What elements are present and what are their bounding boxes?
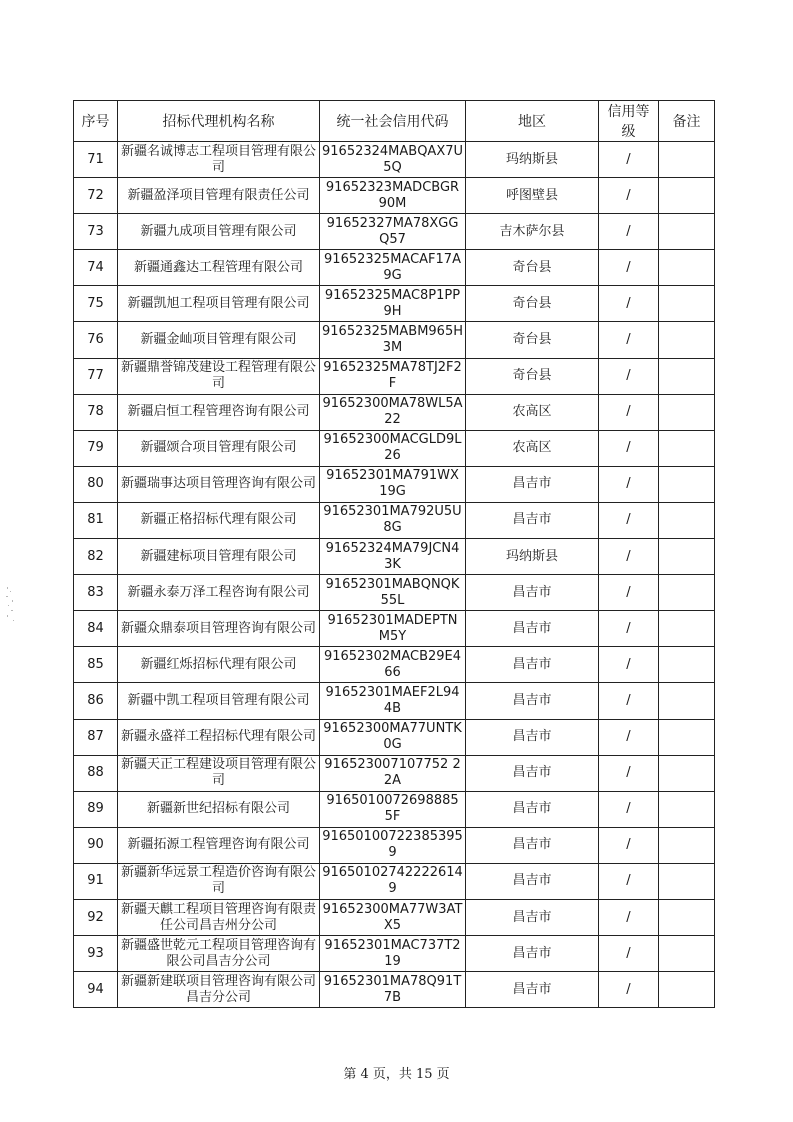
row-agency-name: 新疆众鼎泰项目管理咨询有限公司 bbox=[118, 611, 320, 647]
row-remark bbox=[659, 430, 715, 466]
row-region: 昌吉市 bbox=[466, 502, 599, 538]
row-seq: 78 bbox=[74, 394, 118, 430]
row-agency-name: 新疆金屾项目管理有限公司 bbox=[118, 322, 320, 358]
row-seq: 71 bbox=[74, 142, 118, 178]
row-region: 昌吉市 bbox=[466, 791, 599, 827]
row-credit-grade: / bbox=[599, 936, 659, 972]
table-body bbox=[74, 142, 715, 1008]
row-seq: 76 bbox=[74, 322, 118, 358]
table-row bbox=[74, 647, 715, 683]
row-credit-code: 91652325MA78TJ2F2F bbox=[320, 358, 466, 394]
row-credit-code: 91652302MACB29E466 bbox=[320, 647, 466, 683]
table-row bbox=[74, 719, 715, 755]
row-agency-name: 新疆凯旭工程项目管理有限公司 bbox=[118, 286, 320, 322]
row-credit-code: 91652301MADEPTNM5Y bbox=[320, 611, 466, 647]
row-region: 昌吉市 bbox=[466, 863, 599, 899]
row-region: 昌吉市 bbox=[466, 466, 599, 502]
row-remark bbox=[659, 683, 715, 719]
row-agency-name: 新疆永盛祥工程招标代理有限公司 bbox=[118, 719, 320, 755]
table-row bbox=[74, 899, 715, 935]
row-remark bbox=[659, 936, 715, 972]
row-remark bbox=[659, 791, 715, 827]
table-row bbox=[74, 250, 715, 286]
table-row bbox=[74, 539, 715, 575]
row-credit-code: 91652324MA79JCN43K bbox=[320, 539, 466, 575]
row-credit-grade: / bbox=[599, 575, 659, 611]
row-region: 奇台县 bbox=[466, 250, 599, 286]
row-credit-code: 91652325MAC8P1PP9H bbox=[320, 286, 466, 322]
row-region: 吉木萨尔县 bbox=[466, 214, 599, 250]
table-row bbox=[74, 322, 715, 358]
row-credit-code: 91652323MADCBGR90M bbox=[320, 178, 466, 214]
row-credit-grade: / bbox=[599, 502, 659, 538]
table-row bbox=[74, 358, 715, 394]
row-seq: 72 bbox=[74, 178, 118, 214]
row-agency-name: 新疆盛世乾元工程项目管理咨询有限公司昌吉分公司 bbox=[118, 936, 320, 972]
row-seq: 91 bbox=[74, 863, 118, 899]
row-region: 昌吉市 bbox=[466, 936, 599, 972]
row-credit-grade: / bbox=[599, 250, 659, 286]
row-agency-name: 新疆新建联项目管理咨询有限公司昌吉分公司 bbox=[118, 972, 320, 1008]
row-seq: 93 bbox=[74, 936, 118, 972]
row-credit-code: 9165010072698885 5F bbox=[320, 791, 466, 827]
row-seq: 82 bbox=[74, 539, 118, 575]
row-region: 昌吉市 bbox=[466, 972, 599, 1008]
table-row bbox=[74, 214, 715, 250]
header-credit-grade: 信用等级 bbox=[599, 101, 659, 142]
row-credit-grade: / bbox=[599, 683, 659, 719]
row-credit-code: 91652324MABQAX7U5Q bbox=[320, 142, 466, 178]
header-seq: 序号 bbox=[74, 101, 118, 142]
row-credit-code: 91652327MA78XGGQ57 bbox=[320, 214, 466, 250]
row-seq: 87 bbox=[74, 719, 118, 755]
row-credit-grade: / bbox=[599, 827, 659, 863]
row-seq: 80 bbox=[74, 466, 118, 502]
row-agency-name: 新疆中凯工程项目管理有限公司 bbox=[118, 683, 320, 719]
header-region: 地区 bbox=[466, 101, 599, 142]
row-remark bbox=[659, 250, 715, 286]
row-remark bbox=[659, 827, 715, 863]
row-region: 玛纳斯县 bbox=[466, 142, 599, 178]
row-agency-name: 新疆名诚博志工程项目管理有限公司 bbox=[118, 142, 320, 178]
table-row bbox=[74, 611, 715, 647]
row-credit-grade: / bbox=[599, 863, 659, 899]
row-credit-grade: / bbox=[599, 214, 659, 250]
row-credit-grade: / bbox=[599, 358, 659, 394]
row-region: 昌吉市 bbox=[466, 755, 599, 791]
row-region: 奇台县 bbox=[466, 358, 599, 394]
row-region: 昌吉市 bbox=[466, 647, 599, 683]
row-region: 昌吉市 bbox=[466, 683, 599, 719]
row-remark bbox=[659, 647, 715, 683]
row-credit-code: 916523007107752 22A bbox=[320, 755, 466, 791]
row-region: 玛纳斯县 bbox=[466, 539, 599, 575]
row-remark bbox=[659, 972, 715, 1008]
row-remark bbox=[659, 575, 715, 611]
row-credit-grade: / bbox=[599, 286, 659, 322]
header-row bbox=[74, 101, 715, 142]
row-seq: 88 bbox=[74, 755, 118, 791]
row-credit-grade: / bbox=[599, 719, 659, 755]
row-credit-grade: / bbox=[599, 791, 659, 827]
page-number: 第 4 页，共 15 页 bbox=[343, 1067, 450, 1082]
row-region: 昌吉市 bbox=[466, 899, 599, 935]
row-agency-name: 新疆新世纪招标有限公司 bbox=[118, 791, 320, 827]
row-region: 昌吉市 bbox=[466, 719, 599, 755]
row-credit-grade: / bbox=[599, 539, 659, 575]
table-row bbox=[74, 430, 715, 466]
row-credit-code: 91652300MA77UNTK0G bbox=[320, 719, 466, 755]
row-remark bbox=[659, 611, 715, 647]
row-remark bbox=[659, 214, 715, 250]
row-agency-name: 新疆正格招标代理有限公司 bbox=[118, 502, 320, 538]
row-credit-grade: / bbox=[599, 430, 659, 466]
row-seq: 79 bbox=[74, 430, 118, 466]
row-agency-name: 新疆鼎誉锦茂建设工程管理有限公司 bbox=[118, 358, 320, 394]
row-credit-grade: / bbox=[599, 755, 659, 791]
row-remark bbox=[659, 394, 715, 430]
table-row bbox=[74, 827, 715, 863]
row-agency-name: 新疆天正工程建设项目管理有限公司 bbox=[118, 755, 320, 791]
row-seq: 74 bbox=[74, 250, 118, 286]
table-row bbox=[74, 936, 715, 972]
table-row bbox=[74, 683, 715, 719]
row-remark bbox=[659, 539, 715, 575]
row-remark bbox=[659, 322, 715, 358]
row-credit-code: 91652301MA792U5U8G bbox=[320, 502, 466, 538]
row-region: 昌吉市 bbox=[466, 827, 599, 863]
row-remark bbox=[659, 863, 715, 899]
row-seq: 94 bbox=[74, 972, 118, 1008]
row-seq: 85 bbox=[74, 647, 118, 683]
row-region: 奇台县 bbox=[466, 286, 599, 322]
row-region: 昌吉市 bbox=[466, 611, 599, 647]
row-agency-name: 新疆通鑫达工程管理有限公司 bbox=[118, 250, 320, 286]
row-credit-code: 91652301MAC737T219 bbox=[320, 936, 466, 972]
row-remark bbox=[659, 178, 715, 214]
table-row bbox=[74, 286, 715, 322]
row-credit-grade: / bbox=[599, 647, 659, 683]
row-agency-name: 新疆建标项目管理有限公司 bbox=[118, 539, 320, 575]
row-agency-name: 新疆启恒工程管理咨询有限公司 bbox=[118, 394, 320, 430]
row-remark bbox=[659, 466, 715, 502]
scan-artifact bbox=[4, 585, 18, 625]
row-credit-code: 91652301MABQNQK55L bbox=[320, 575, 466, 611]
row-seq: 75 bbox=[74, 286, 118, 322]
row-credit-code: 91652300MA78WL5A22 bbox=[320, 394, 466, 430]
agency-registry-table bbox=[73, 100, 715, 1008]
row-credit-code: 91652325MABM965H3M bbox=[320, 322, 466, 358]
row-credit-code: 91652325MACAF17A9G bbox=[320, 250, 466, 286]
table-row bbox=[74, 394, 715, 430]
row-credit-grade: / bbox=[599, 178, 659, 214]
row-credit-code: 91652301MA78Q91T7B bbox=[320, 972, 466, 1008]
row-agency-name: 新疆红烁招标代理有限公司 bbox=[118, 647, 320, 683]
row-remark bbox=[659, 142, 715, 178]
row-credit-code: 91652301MAEF2L944B bbox=[320, 683, 466, 719]
header-credit-code: 统一社会信用代码 bbox=[320, 101, 466, 142]
table-row bbox=[74, 466, 715, 502]
row-agency-name: 新疆瑞事达项目管理咨询有限公司 bbox=[118, 466, 320, 502]
header-agency-name: 招标代理机构名称 bbox=[118, 101, 320, 142]
row-seq: 84 bbox=[74, 611, 118, 647]
row-agency-name: 新疆天麒工程项目管理咨询有限责任公司昌吉州分公司 bbox=[118, 899, 320, 935]
table-row bbox=[74, 178, 715, 214]
row-credit-code: 91652300MA77W3ATX5 bbox=[320, 899, 466, 935]
row-region: 呼图壁县 bbox=[466, 178, 599, 214]
row-region: 农高区 bbox=[466, 394, 599, 430]
row-seq: 92 bbox=[74, 899, 118, 935]
table-row bbox=[74, 502, 715, 538]
row-credit-grade: / bbox=[599, 142, 659, 178]
row-seq: 90 bbox=[74, 827, 118, 863]
row-seq: 83 bbox=[74, 575, 118, 611]
row-remark bbox=[659, 358, 715, 394]
table-header bbox=[74, 101, 715, 142]
row-agency-name: 新疆永泰万泽工程咨询有限公司 bbox=[118, 575, 320, 611]
row-seq: 77 bbox=[74, 358, 118, 394]
row-credit-grade: / bbox=[599, 394, 659, 430]
row-credit-grade: / bbox=[599, 466, 659, 502]
row-agency-name: 新疆颂合项目管理有限公司 bbox=[118, 430, 320, 466]
table-row bbox=[74, 142, 715, 178]
table-row bbox=[74, 575, 715, 611]
table-row bbox=[74, 863, 715, 899]
row-credit-code: 916501007223853959 bbox=[320, 827, 466, 863]
row-credit-code: 91652301MA791WX19G bbox=[320, 466, 466, 502]
row-agency-name: 新疆盈泽项目管理有限责任公司 bbox=[118, 178, 320, 214]
table-row bbox=[74, 791, 715, 827]
row-region: 奇台县 bbox=[466, 322, 599, 358]
row-agency-name: 新疆新华远景工程造价咨询有限公司 bbox=[118, 863, 320, 899]
row-credit-grade: / bbox=[599, 322, 659, 358]
row-seq: 73 bbox=[74, 214, 118, 250]
row-remark bbox=[659, 719, 715, 755]
row-seq: 89 bbox=[74, 791, 118, 827]
row-seq: 81 bbox=[74, 502, 118, 538]
row-agency-name: 新疆拓源工程管理咨询有限公司 bbox=[118, 827, 320, 863]
row-credit-grade: / bbox=[599, 899, 659, 935]
row-remark bbox=[659, 502, 715, 538]
row-seq: 86 bbox=[74, 683, 118, 719]
table-row bbox=[74, 972, 715, 1008]
table-row bbox=[74, 755, 715, 791]
row-credit-code: 916501027422226149 bbox=[320, 863, 466, 899]
row-credit-grade: / bbox=[599, 611, 659, 647]
header-remark: 备注 bbox=[659, 101, 715, 142]
row-remark bbox=[659, 899, 715, 935]
row-credit-grade: / bbox=[599, 972, 659, 1008]
row-agency-name: 新疆九成项目管理有限公司 bbox=[118, 214, 320, 250]
row-region: 农高区 bbox=[466, 430, 599, 466]
row-credit-code: 91652300MACGLD9L26 bbox=[320, 430, 466, 466]
row-region: 昌吉市 bbox=[466, 575, 599, 611]
row-remark bbox=[659, 286, 715, 322]
row-remark bbox=[659, 755, 715, 791]
